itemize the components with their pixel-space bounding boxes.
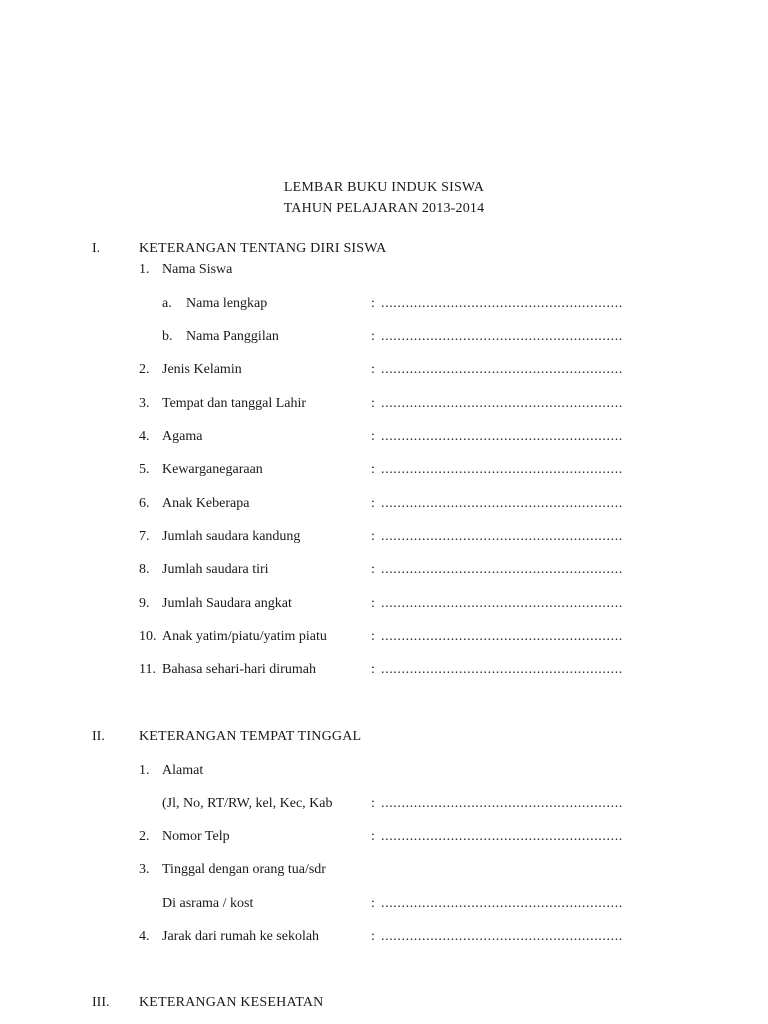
field-label-asrama-kost: Di asrama / kost: [162, 896, 254, 911]
field-colon: :: [371, 462, 375, 477]
field-label-kewarganegaraan: Kewarganegaraan: [162, 462, 263, 477]
field-label-nama-panggilan: Nama Panggilan: [186, 329, 279, 344]
fill-line-nama-lengkap[interactable]: ...........................................................: [381, 296, 623, 311]
form-subtitle: TAHUN PELAJARAN 2013-2014: [283, 201, 485, 216]
fill-line-bahasa[interactable]: ...........................................................: [381, 662, 623, 677]
field-label-saudara-kandung: Jumlah saudara kandung: [162, 529, 301, 544]
item-number: 2.: [139, 362, 150, 377]
fill-line-asrama-kost[interactable]: ...........................................................: [381, 896, 623, 911]
field-colon: :: [371, 329, 375, 344]
field-label-tinggal-dengan: Tinggal dengan orang tua/sdr: [162, 862, 326, 877]
fill-line-anak-yatim[interactable]: ...........................................................: [381, 629, 623, 644]
field-colon: :: [371, 429, 375, 444]
section-1-title: KETERANGAN TENTANG DIRI SISWA: [139, 241, 387, 256]
item-number: 7.: [139, 529, 150, 544]
item-number: 6.: [139, 496, 150, 511]
fill-line-jarak[interactable]: ...........................................................: [381, 929, 623, 944]
field-label-nama-siswa: Nama Siswa: [162, 262, 233, 277]
field-colon: :: [371, 529, 375, 544]
fill-line-saudara-kandung[interactable]: ...........................................................: [381, 529, 623, 544]
item-number: 9.: [139, 596, 150, 611]
field-colon: :: [371, 929, 375, 944]
field-label-alamat: Alamat: [162, 763, 204, 778]
item-number: 3.: [139, 396, 150, 411]
section-2-title: KETERANGAN TEMPAT TINGGAL: [139, 729, 362, 744]
fill-line-nama-panggilan[interactable]: ...........................................................: [381, 329, 623, 344]
field-colon: :: [371, 829, 375, 844]
field-label-agama: Agama: [162, 429, 203, 444]
field-label-jarak: Jarak dari rumah ke sekolah: [162, 929, 320, 944]
field-label-saudara-angkat: Jumlah Saudara angkat: [162, 596, 292, 611]
section-3-title: KETERANGAN KESEHATAN: [139, 995, 324, 1010]
form-title: LEMBAR BUKU INDUK SISWA: [283, 180, 485, 195]
item-number: 4.: [139, 929, 150, 944]
item-number: 5.: [139, 462, 150, 477]
field-colon: :: [371, 596, 375, 611]
item-number: 4.: [139, 429, 150, 444]
fill-line-tempat-tanggal-lahir[interactable]: ...........................................................: [381, 396, 623, 411]
item-number: 8.: [139, 562, 150, 577]
section-3-number: III.: [92, 995, 110, 1010]
field-label-nama-lengkap: Nama lengkap: [186, 296, 268, 311]
field-colon: :: [371, 662, 375, 677]
fill-line-saudara-tiri[interactable]: ...........................................................: [381, 562, 623, 577]
fill-line-nomor-telp[interactable]: ...........................................................: [381, 829, 623, 844]
field-colon: :: [371, 896, 375, 911]
field-label-tempat-tanggal-lahir: Tempat dan tanggal Lahir: [162, 396, 307, 411]
field-label-anak-yatim: Anak yatim/piatu/yatim piatu: [162, 629, 327, 644]
fill-line-alamat[interactable]: ...........................................................: [381, 796, 623, 811]
field-label-jenis-kelamin: Jenis Kelamin: [162, 362, 242, 377]
fill-line-anak-keberapa[interactable]: ...........................................................: [381, 496, 623, 511]
item-number: 11.: [139, 662, 156, 677]
field-label-nomor-telp: Nomor Telp: [162, 829, 230, 844]
field-label-saudara-tiri: Jumlah saudara tiri: [162, 562, 269, 577]
fill-line-agama[interactable]: ...........................................................: [381, 429, 623, 444]
fill-line-jenis-kelamin[interactable]: ...........................................................: [381, 362, 623, 377]
field-label-bahasa: Bahasa sehari-hari dirumah: [162, 662, 316, 677]
field-colon: :: [371, 629, 375, 644]
item-number: 2.: [139, 829, 150, 844]
subitem-letter: b.: [162, 329, 173, 344]
field-colon: :: [371, 396, 375, 411]
section-2-number: II.: [92, 729, 105, 744]
item-number: 3.: [139, 862, 150, 877]
field-colon: :: [371, 562, 375, 577]
field-colon: :: [371, 296, 375, 311]
field-label-alamat-detail: (Jl, No, RT/RW, kel, Kec, Kab: [162, 796, 333, 811]
fill-line-kewarganegaraan[interactable]: ...........................................................: [381, 462, 623, 477]
item-number: 1.: [139, 763, 150, 778]
item-number: 10.: [139, 629, 157, 644]
field-colon: :: [371, 496, 375, 511]
section-1-number: I.: [92, 241, 101, 256]
subitem-letter: a.: [162, 296, 172, 311]
field-colon: :: [371, 362, 375, 377]
field-label-anak-keberapa: Anak Keberapa: [162, 496, 250, 511]
fill-line-saudara-angkat[interactable]: ...........................................................: [381, 596, 623, 611]
item-number: 1.: [139, 262, 150, 277]
field-colon: :: [371, 796, 375, 811]
